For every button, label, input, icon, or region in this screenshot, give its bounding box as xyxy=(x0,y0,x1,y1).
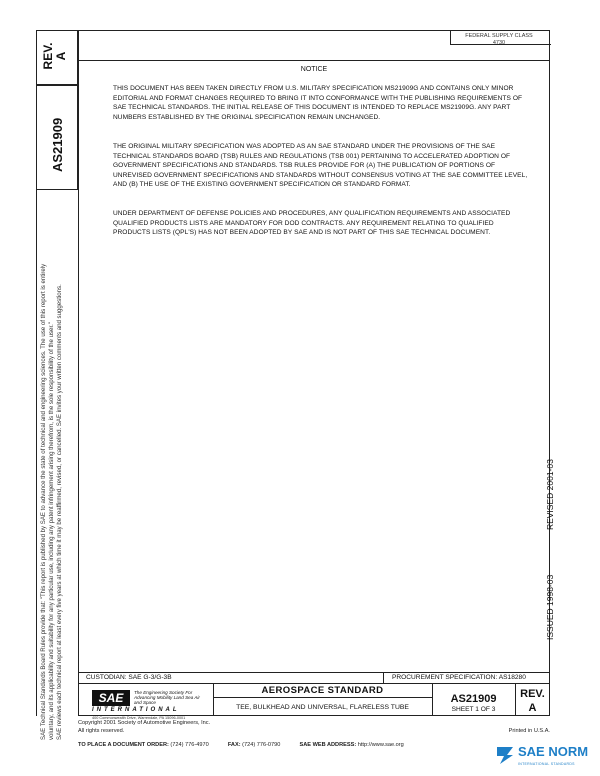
doc-number: AS21909 xyxy=(450,693,497,705)
disclaimer-line: SAE Technical Standards Board Rules provide that: "This report is published by SAE to advance the state of technical and engineering sciences. The use of this report is entirely xyxy=(40,263,47,740)
part-title: TEE, BULKHEAD AND UNIVERSAL, FLARELESS TUBE xyxy=(236,704,409,711)
disclaimer xyxy=(40,180,64,740)
sae-norm-brand xyxy=(494,742,598,772)
revised-date: REVISED 2001-03 xyxy=(545,459,555,531)
web-label: SAE WEB ADDRESS: xyxy=(299,742,357,748)
side-rev xyxy=(42,34,68,78)
notice-paragraph: UNDER DEPARTMENT OF DEFENSE POLICIES AND PROCEDURES, ANY QUALIFICATION REQUIREMENTS AND ASSOCIATED QUALIFIED PRODUCTS LISTS ARE MANDATORY FOR DOD CONTRACTS. ANY REQUIREMENT RELATING TO QUALIFIED PRODUCTS LISTS (QPL'S) HAS NOT BEEN ADOPTED BY SAE AND IS NOT PART OF THIS SAE TECHNICAL DOCUMENT. xyxy=(113,210,511,237)
side-doc-number: AS21909 xyxy=(50,117,65,172)
side-rev-value: A xyxy=(54,51,68,61)
disclaimer-line: SAE reviews each technical report at least every five years at which time it may be reaffirmed, revised, or cancelled. SAE invites your written comments and suggestions. xyxy=(56,284,63,740)
rev-label: REV. xyxy=(520,688,545,700)
fax-number: (724) 776-0790 xyxy=(242,742,281,748)
web-url[interactable]: http://www.sae.org xyxy=(357,742,404,748)
document-category: AEROSPACE STANDARD xyxy=(261,685,384,696)
sae-logo: SAE xyxy=(92,690,130,706)
notice-paragraph: THIS DOCUMENT HAS BEEN TAKEN DIRECTLY FROM U.S. MILITARY SPECIFICATION MS21909G AND CONTAINS ONLY MINOR EDITORIAL AND FORMAT CHANGES REQUIRED TO BRING IT INTO CONFORMANCE WITH THE PUBLISHING REQUIREMENTS OF SAE TECHNICAL STANDARDS. THE INITIAL RELEASE OF THIS DOCUMENT IS INTENDED TO REPLACE MS21909G. ANY PART NUMBERS ESTABLISHED BY THE ORIGINAL SPECIFICATION REMAIN UNCHANGED. xyxy=(113,85,523,121)
fsc-block xyxy=(450,33,548,47)
brand-tag: INTERNATIONAL STANDARDS xyxy=(518,762,575,766)
title-block-top-rule xyxy=(78,672,550,673)
copyright: Copyright 2001 Society of Automotive Engineers, Inc. xyxy=(78,720,211,726)
title-block-rule xyxy=(78,683,550,684)
custodian: CUSTODIAN: SAE G-3/G-3B xyxy=(86,674,172,681)
rev-value: A xyxy=(528,702,537,714)
order-phone: (724) 776-4970 xyxy=(170,742,209,748)
header-rule xyxy=(78,60,550,61)
order-label: TO PLACE A DOCUMENT ORDER: xyxy=(78,742,169,748)
issued-date: ISSUED 1998-03 xyxy=(545,574,555,640)
sae-address: 400 Commonwealth Drive, Warrendale, PA 15096-0001 xyxy=(92,716,186,720)
sae-norm-logo-icon xyxy=(494,744,516,766)
procurement-spec: PROCUREMENT SPECIFICATION: AS18280 xyxy=(392,674,526,681)
notice-title: NOTICE xyxy=(300,66,328,73)
sheet-number: SHEET 1 OF 3 xyxy=(451,706,496,713)
issue-dates xyxy=(545,459,555,640)
side-rev-label: REV. xyxy=(41,42,55,70)
sae-tagline: The Engineering Society For Advancing Mobility Land Sea Air and Space xyxy=(134,690,200,705)
fsc-label: FEDERAL SUPPLY CLASS xyxy=(465,33,533,39)
notice-paragraph: THE ORIGINAL MILITARY SPECIFICATION WAS ADOPTED AS AN SAE STANDARD UNDER THE PROVISIONS OF THE SAE TECHNICAL STANDARDS BOARD (TSB) RULES AND REGULATIONS (TSB 001) PERTAINING TO ACCELERATED ADOPTION OF GOVERNMENT SPECIFICATIONS AND STANDARDS. TSB RULES PROVIDE FOR (A) THE PUBLICATION OF PORTIONS OF UNREVISED GOVERNMENT SPECIFICATIONS AND STANDARDS WITHOUT CONSENSUS VOTING AT THE SAE COMMITTEE LEVEL, AND (B) THE USE OF THE EXISTING GOVERNMENT SPECIFICATION OR STANDARD FORMAT. xyxy=(113,143,528,189)
printed-in: Printed in U.S.A. xyxy=(508,728,550,734)
brand-name: SAE NORM xyxy=(518,744,589,759)
page-frame xyxy=(78,30,550,716)
disclaimer-line: voluntary, and its applicability and suitability for any particular use, including any patent infringement arising therefrom, is the sole responsibility of the user." xyxy=(48,322,55,740)
title-block-divider xyxy=(383,672,384,683)
order-info xyxy=(78,742,404,748)
fax-label: FAX: xyxy=(227,742,241,748)
title-block-rule xyxy=(213,697,432,698)
sae-international: INTERNATIONAL xyxy=(92,707,180,713)
fsc-code: 4730 xyxy=(492,40,506,46)
rights-reserved: All rights reserved. xyxy=(78,728,125,734)
